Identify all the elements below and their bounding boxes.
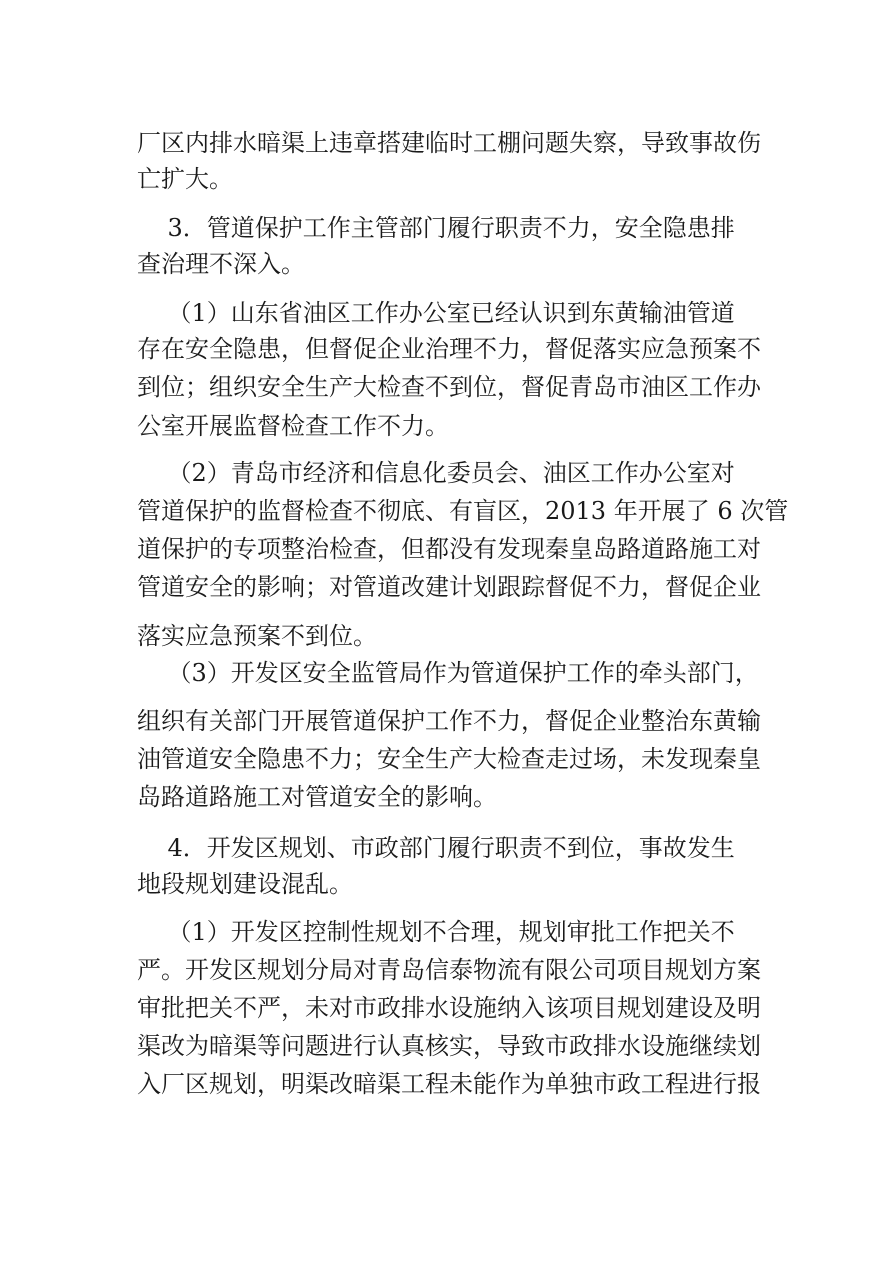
text-line: 查治理不深入。: [137, 250, 305, 278]
text-line: 渠改为暗渠等问题进行认真核实，导致市政排水设施继续划: [137, 1032, 761, 1060]
text-line: 油管道安全隐患不力；安全生产大检查走过场，未发现秦皇: [137, 745, 761, 773]
text-line: 严。开发区规划分局对青岛信泰物流有限公司项目规划方案: [137, 956, 761, 984]
text-line: （3）开发区安全监管局作为管道保护工作的牵头部门，: [137, 659, 759, 687]
text-line: 地段规划建设混乱。: [137, 870, 353, 898]
text-line: 道保护的专项整治检查，但都没有发现秦皇岛路道路施工对: [137, 535, 761, 563]
text-line: 4．开发区规划、市政部门履行职责不到位，事故发生: [137, 834, 735, 862]
text-line: 岛路道路施工对管道安全的影响。: [137, 783, 497, 811]
text-line: 落实应急预案不到位。: [137, 622, 377, 650]
text-line: 入厂区规划，明渠改暗渠工程未能作为单独市政工程进行报: [137, 1070, 761, 1098]
text-line: 厂区内排水暗渠上违章搭建临时工棚问题失察，导致事故伤: [137, 129, 761, 157]
text-line: 3．管道保护工作主管部门履行职责不力，安全隐患排: [137, 214, 735, 242]
text-line: （2）青岛市经济和信息化委员会、油区工作办公室对: [137, 459, 735, 487]
text-line: 管道安全的影响；对管道改建计划跟踪督促不力，督促企业: [137, 573, 761, 601]
text-line: （1）山东省油区工作办公室已经认识到东黄输油管道: [137, 299, 735, 327]
text-line: 组织有关部门开展管道保护工作不力，督促企业整治东黄输: [137, 707, 761, 735]
text-line: （1）开发区控制性规划不合理，规划审批工作把关不: [137, 918, 735, 946]
text-line: 审批把关不严，未对市政排水设施纳入该项目规划建设及明: [137, 994, 761, 1022]
text-line: 公室开展监督检查工作不力。: [137, 412, 449, 440]
text-line: 存在安全隐患，但督促企业治理不力，督促落实应急预案不: [137, 335, 761, 363]
text-line: 到位；组织安全生产大检查不到位，督促青岛市油区工作办: [137, 373, 761, 401]
text-line: 管道保护的监督检查不彻底、有盲区，2013 年开展了 6 次管: [137, 497, 789, 525]
text-line: 亡扩大。: [137, 165, 233, 193]
